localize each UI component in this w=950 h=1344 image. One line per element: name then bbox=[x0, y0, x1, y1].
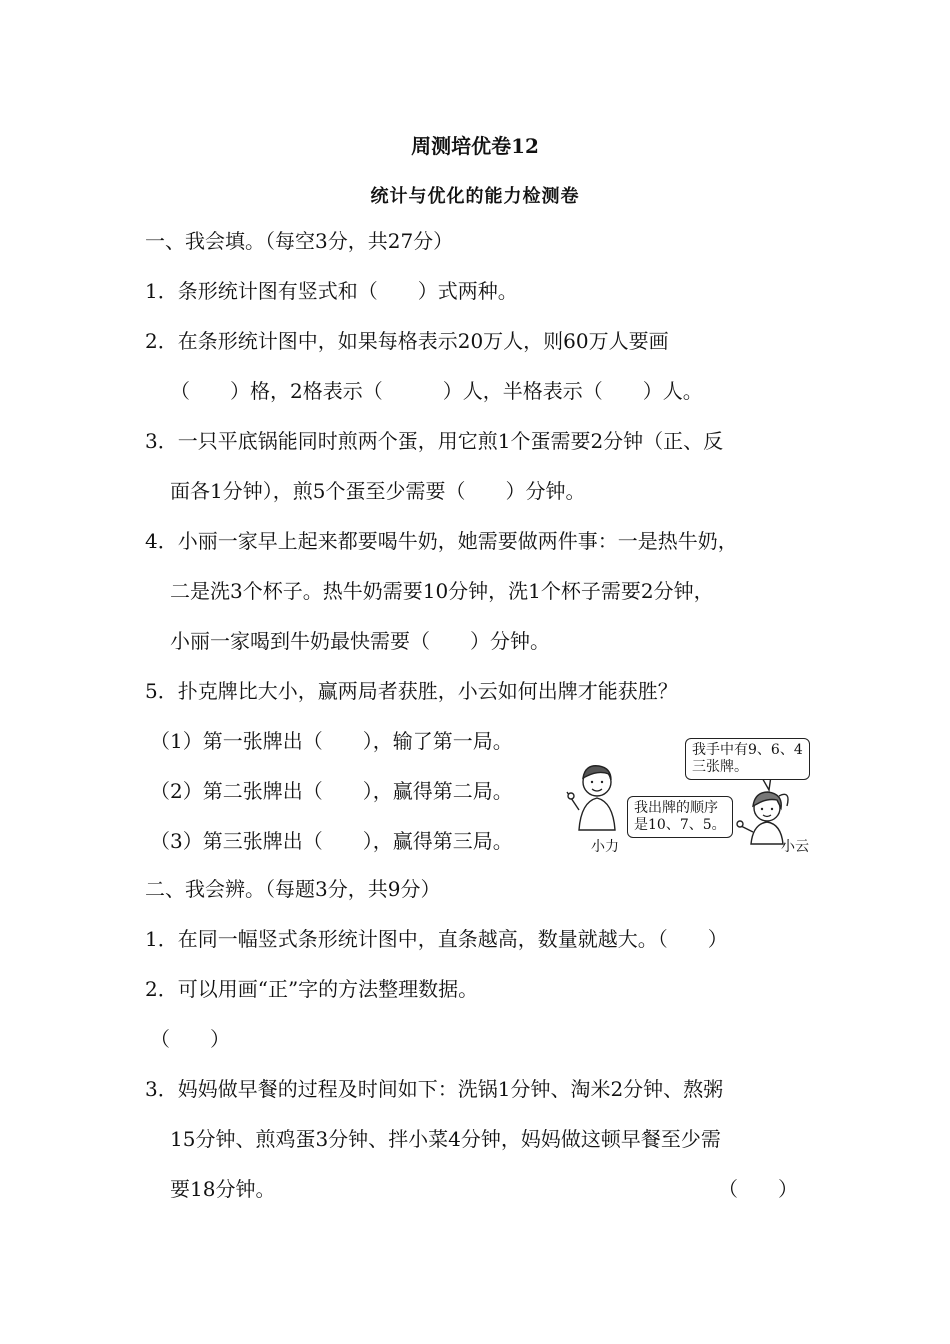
page-subtitle: 统计与优化的能力检测卷 bbox=[370, 186, 580, 207]
s1-question-3-line-2: 面各1分钟），煎5个蛋至少需要（ ）分钟。 bbox=[170, 479, 586, 503]
s1-question-5-part-1: （1）第一张牌出（ ），输了第一局。 bbox=[150, 729, 513, 753]
s2-question-3-line-2: 15分钟、煎鸡蛋3分钟、拌小菜4分钟，妈妈做这顿早餐至少需 bbox=[170, 1127, 721, 1151]
s1-question-3-line-1: 3．一只平底锅能同时煎两个蛋，用它煎1个蛋需要2分钟（正、反 bbox=[145, 429, 724, 453]
card-game-illustration bbox=[565, 732, 815, 860]
s2-question-3-line-1: 3．妈妈做早餐的过程及时间如下：洗锅1分钟、淘米2分钟、熬粥 bbox=[145, 1077, 724, 1101]
s1-question-4-line-2: 二是洗3个杯子。热牛奶需要10分钟，洗1个杯子需要2分钟， bbox=[170, 579, 714, 603]
s2-question-1: 1．在同一幅竖式条形统计图中，直条越高，数量就越大。（ ） bbox=[145, 927, 728, 951]
section-1-heading: 一、我会填。（每空3分，共27分） bbox=[145, 229, 454, 253]
section-2-heading: 二、我会辨。（每题3分，共9分） bbox=[145, 877, 441, 901]
s1-question-1: 1．条形统计图有竖式和（ ）式两种。 bbox=[145, 279, 518, 303]
s2-question-3-answer: （ ） bbox=[718, 1177, 798, 1201]
s1-question-4-line-3: 小丽一家喝到牛奶最快需要（ ）分钟。 bbox=[170, 629, 550, 653]
s1-question-2-line-2: （ ）格，2格表示（ ）人，半格表示（ ）人。 bbox=[170, 379, 703, 403]
s1-question-5: 5．扑克牌比大小，赢两局者获胜，小云如何出牌才能获胜？ bbox=[145, 679, 678, 703]
s2-question-3-line-3: 要18分钟。 bbox=[170, 1177, 276, 1201]
name-label-xiaoyun: 小云 bbox=[781, 839, 809, 855]
s2-question-2-answer: （ ） bbox=[150, 1027, 230, 1051]
name-label-xiaoli: 小力 bbox=[591, 839, 619, 855]
speech-bubble-xiaoyun: 我手中有9、6、4 三张牌。 bbox=[685, 738, 810, 780]
page-title: 周测培优卷12 bbox=[411, 134, 539, 158]
s1-question-5-part-2: （2）第二张牌出（ ），赢得第二局。 bbox=[150, 779, 513, 803]
s2-question-2: 2．可以用画“正”字的方法整理数据。 bbox=[145, 977, 479, 1001]
s1-question-4-line-1: 4．小丽一家早上起来都要喝牛奶，她需要做两件事：一是热牛奶， bbox=[145, 529, 738, 553]
s1-question-2-line-1: 2．在条形统计图中，如果每格表示20万人，则60万人要画 bbox=[145, 329, 669, 353]
speech-bubble-xiaoli: 我出牌的顺序 是10、7、5。 bbox=[627, 796, 733, 838]
s1-question-5-part-3: （3）第三张牌出（ ），赢得第三局。 bbox=[150, 829, 513, 853]
